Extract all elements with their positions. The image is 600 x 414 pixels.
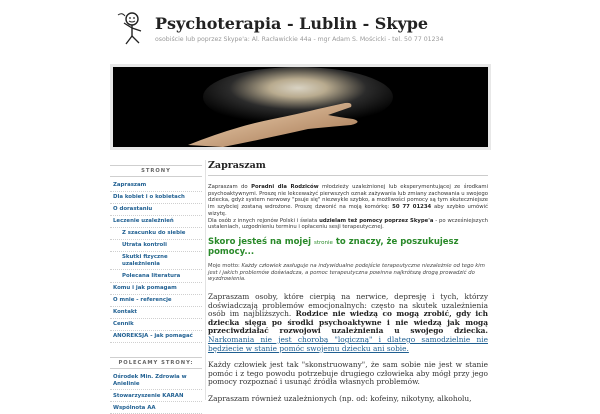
skype-text-2: - po wcześniejszych ustaleniach, uzgodnieniu terminu i opłaceniu sesji terapeutycznej. <box>208 217 488 231</box>
skype-bold: udzielam też pomocy poprzez Skype'a <box>319 217 434 224</box>
sidebar-item-komu[interactable]: Komu i jak pomagam <box>110 283 202 295</box>
motto-text: Każdy człowiek zasługuje na indywidualne podejście terapeutyczne niezależnie od tego kim jest i jakich problemów doświadcza, a pomoc terapeutyczna powinna najkrótszą drogą prowadzić do wyzdrowienia. <box>208 262 485 283</box>
header-banner-image <box>113 67 488 147</box>
sidebar-link-anielin[interactable]: Ośrodek Min. Zdrowia w Anielinie <box>110 372 202 390</box>
sidebar-subitem-utrata-kontroli[interactable]: Utrata kontroli <box>110 240 202 252</box>
stick-figure-logo-icon <box>112 10 152 46</box>
site-title[interactable]: Psychoterapia - Lublin - Skype <box>155 14 429 33</box>
hand-light-image <box>113 67 488 147</box>
motto <box>208 263 488 283</box>
sidebar-subitem-literatura[interactable]: Polecana literatura <box>110 270 202 283</box>
motto-label: Moje motto: <box>208 262 242 269</box>
page-title[interactable]: Zapraszam <box>208 160 266 171</box>
sidebar-item-zapraszam[interactable]: Zapraszam <box>110 180 202 192</box>
sidebar <box>110 160 202 414</box>
sidebar-item-kontakt[interactable]: Kontakt <box>110 307 202 319</box>
body-1-text: Zapraszam osoby, które cierpią na nerwice, depresję i tych, którzy doświadczają problemów emocjonalnych: często na skutek uzależnienia osób im najbliższych. <box>208 292 488 319</box>
body-paragraph-3: Zapraszam również uzależnionych (np. od: kofeiny, nikotyny, alkoholu, <box>208 393 472 403</box>
sidebar-item-o-dorastaniu[interactable]: O dorastaniu <box>110 204 202 216</box>
green-text-2: to znaczy, że poszukujesz pomocy... <box>208 236 459 257</box>
sidebar-item-cennik[interactable]: Cennik <box>110 319 202 331</box>
green-text-1: Skoro jesteś na mojej <box>208 236 314 247</box>
intro-text-2: młodzieży uzależnionej lub eksperymentującej ze środkami psychoaktywnymi. Proszę nie lekceważyć pierwszych oznak zażywania lub zmiany zachowania u swojego dziecka, gdyż system nerwowy "psuje się" niezwykle szybko, a możliwości pomocy są tym skuteczniejsze im szybciej zostaną wdrożone. Proszę dzwonić na moją komórkę: <box>208 184 489 211</box>
green-text-small: stronie <box>313 239 333 246</box>
intro-paragraph <box>208 184 488 218</box>
sidebar-heading-recommended: POLECAMY STRONY: <box>110 357 202 369</box>
column-divider <box>205 160 206 400</box>
intro-bold-poradnia: Poradni dla Rodziców <box>251 184 319 190</box>
skype-paragraph <box>208 218 488 231</box>
site-subtitle: osobiście lub poprzez Skype'a: Al. Racławickie 44a - mgr Adam S. Mościcki - tel. 50 77 01234 <box>155 36 444 43</box>
body-1-bold: Rodzice nie wiedzą co mogą zrobić, gdy ich dziecka sięga po środki psychoaktywne i nie wiedzą jak mogą przeciwdziałać rozwojowi uzależnienia u swojego dziecka. <box>208 309 488 336</box>
site-logo[interactable] <box>112 10 152 46</box>
sidebar-item-leczenie[interactable]: Leczenie uzależnień <box>110 216 202 228</box>
sidebar-item-o-mnie[interactable]: O mnie - referencje <box>110 295 202 307</box>
skype-text-1: Dla osób z innych rejonów Polski i świata <box>208 217 320 224</box>
sidebar-subitem-skutki[interactable]: Skutki fizyczne uzależnienia <box>110 252 202 270</box>
sidebar-subitem-z-szacunku[interactable]: Z szacunku do siebie <box>110 228 202 240</box>
main-content <box>208 160 488 412</box>
sidebar-item-dla-kobiet[interactable]: Dla kobiet i o kobietach <box>110 192 202 204</box>
sidebar-item-anoreksja[interactable]: ANOREKSJA - jak pomagać <box>110 331 202 343</box>
phone-number: 50 77 01234 <box>392 204 432 211</box>
sidebar-link-karan[interactable]: Stowarzyszenie KARAN <box>110 390 202 402</box>
green-headline <box>208 237 488 257</box>
intro-text-3: aby szybko umówić wizytę. <box>208 204 489 217</box>
body-1-link[interactable]: Narkomania nie jest chorobą "logiczną" i dlatego samodzielnie nie będziecie w stanie pomóc swojemu dziecku ani sobie. <box>208 335 488 353</box>
title-divider <box>208 175 488 176</box>
sidebar-heading-pages: STRONY <box>110 165 202 177</box>
sidebar-link-aa[interactable]: Wspólnota AA <box>110 402 202 414</box>
intro-text-1: Zapraszam do <box>208 184 252 190</box>
body-paragraph-1 <box>208 293 488 353</box>
body-paragraph-2: Każdy człowiek jest tak "skonstruowany", że sam sobie nie jest w stanie pomóc i z tego powodu potrzebuje drugiego człowieka aby mógł przy jego pomocy rozpoznać i usunąć źródła własnych problemów. <box>208 360 488 387</box>
